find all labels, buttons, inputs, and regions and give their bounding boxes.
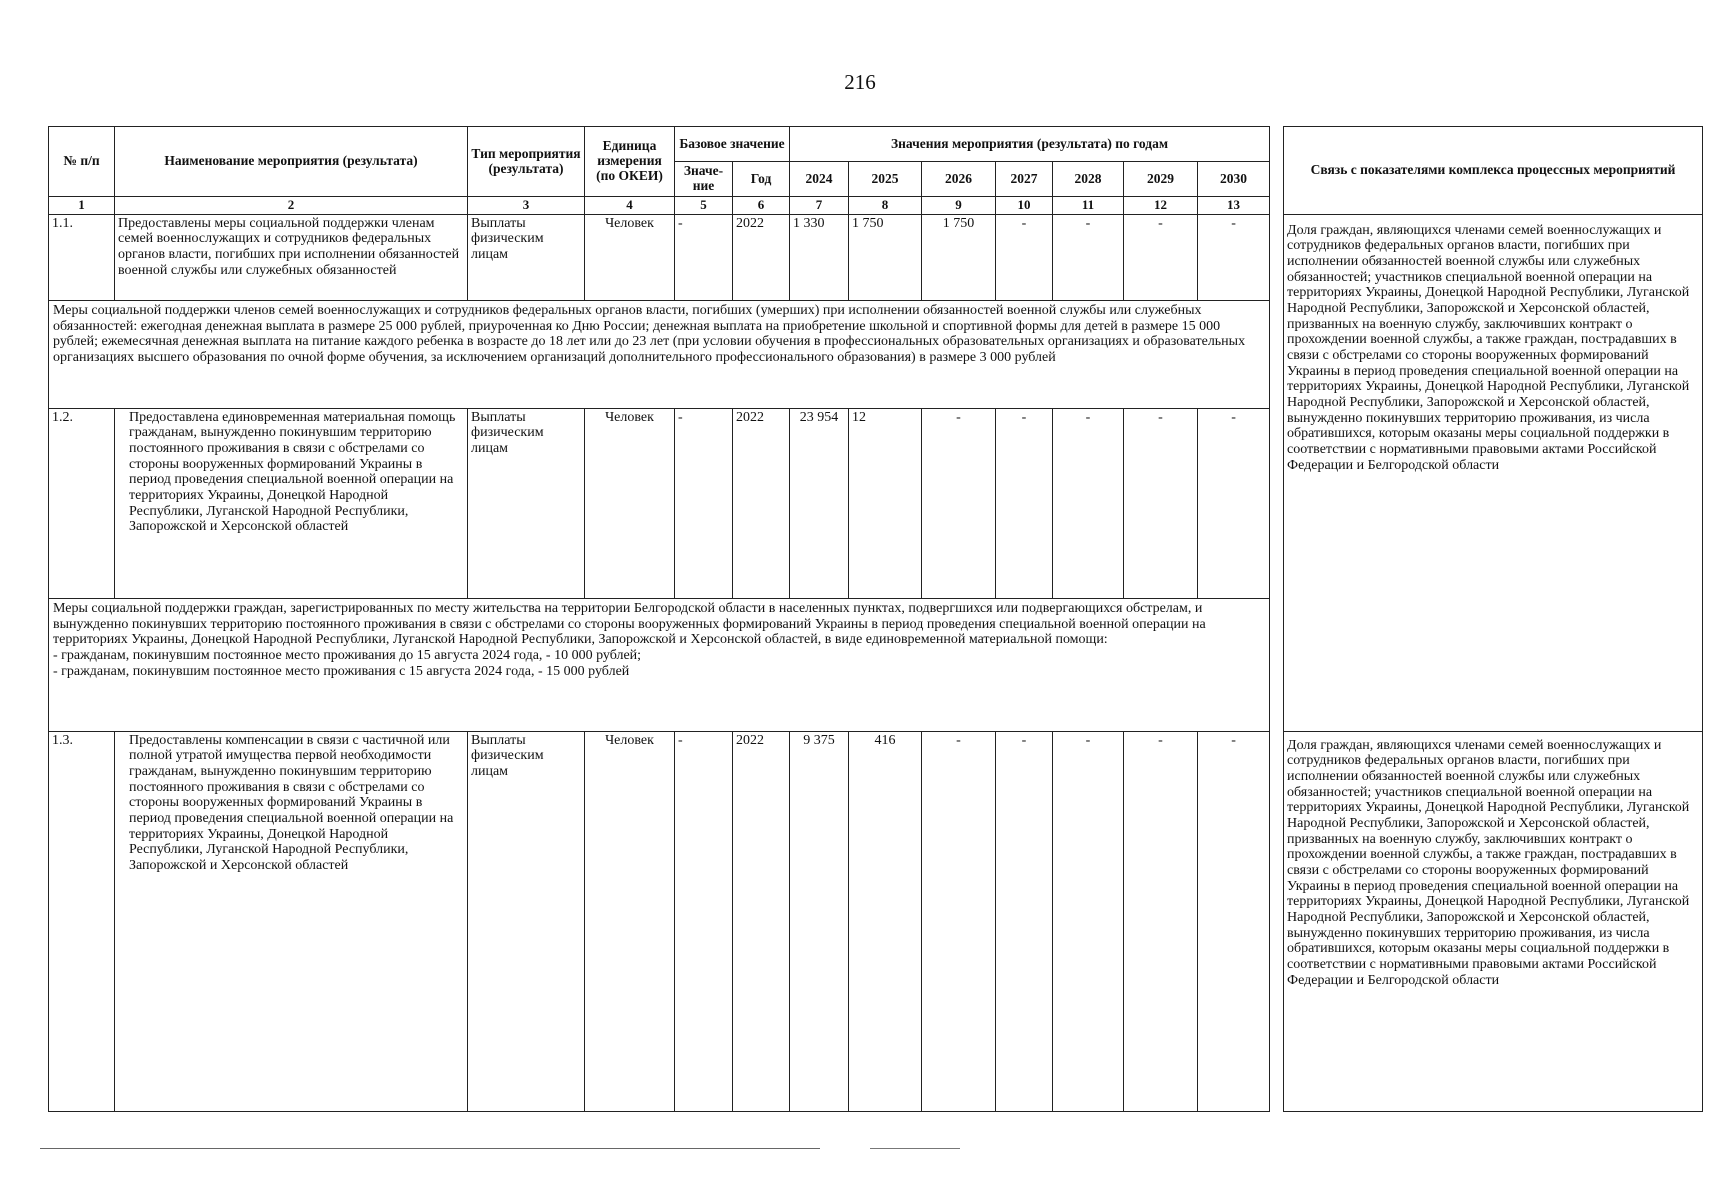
column-number: 2 — [115, 197, 468, 215]
row-value-2030: - — [1198, 408, 1270, 598]
row-name: Предоставлены компенсации в связи с частичной или полной утратой имущества первой необходимости гражданам, вынужденно покинувшим территорию постоянного проживания в связи с обстрелами со стороны вооруженных формирований Украины в период проведения специальной военной операции на территориях Украины, Донецкой Народной Республики, Луганской Народной Республики, Запорожской и Херсонской областей — [115, 731, 468, 1111]
header-year-2030: 2030 — [1198, 162, 1270, 197]
footer-rule — [40, 1148, 820, 1149]
row-value-2029: - — [1124, 731, 1198, 1111]
column-number: 4 — [585, 197, 675, 215]
row-unit: Человек — [585, 731, 675, 1111]
column-number: 6 — [733, 197, 790, 215]
header-year-2027: 2027 — [996, 162, 1053, 197]
row-value-2030: - — [1198, 731, 1270, 1111]
row-link-text: Доля граждан, являющихся членами семей военнослужащих и сотрудников федеральных органов власти, погибших при исполнении обязанностей военной службы или служебных обязанностей; участников специальной военной операции на территориях Украины, Донецкой Народной Республики, Луганской Народной Республики, Запорожской и Херсонской областей, призванных на военную службу, заключивших контракт о прохождении военной службы, а также граждан, пострадавших в связи с обстрелами со стороны вооруженных формирований Украины в период проведения специальной военной операции на территориях Украины, Донецкой Народной Республики, Луганской Народной Республики, Запорожской и Херсонской областей, вынужденно покинувших территорию проживания, из числа обратившихся, которым оказаны меры социальной поддержки в соответствии с нормативными правовыми актами Российской Федерации и Белгородской области — [1284, 731, 1703, 1111]
row-value-2024: 1 330 — [790, 214, 849, 300]
row-base-year: 2022 — [733, 214, 790, 300]
header-type: Тип мероприятия (результата) — [468, 127, 585, 197]
measures-table-sheet — [48, 126, 1690, 1114]
header-link: Связь с показателями комплекса процессных мероприятий — [1284, 127, 1703, 215]
header-unit: Единица измерения (по ОКЕИ) — [585, 127, 675, 197]
row-value-2027: - — [996, 731, 1053, 1111]
row-value-2024: 23 954 — [790, 408, 849, 598]
column-gap — [1270, 214, 1284, 731]
header-num: № п/п — [49, 127, 115, 197]
header-year-2025: 2025 — [849, 162, 922, 197]
row-num: 1.1. — [49, 214, 115, 300]
row-value-2028: - — [1053, 408, 1124, 598]
header-base-year: Год — [733, 162, 790, 197]
row-value-2028: - — [1053, 214, 1124, 300]
header-year-2029: 2029 — [1124, 162, 1198, 197]
column-number: 9 — [922, 197, 996, 215]
table-row — [49, 214, 1703, 300]
row-value-2025: 12 — [849, 408, 922, 598]
support-note-text: Меры социальной поддержки граждан, зарегистрированных по месту жительства на территории Белгородской области в населенных пунктах, подвергшихся или подвергающихся обстрелам, и вынужденно покинувших территорию постоянного проживания в связи с обстрелами со стороны вооруженных формирований Украины в период проведения специальной военной операции на территориях Украины, Донецкой Народной Республики, Луганской Народной Республики, Запорожской и Херсонской областей, в виде единовременной материальной помощи: — [53, 600, 1206, 648]
support-note-item: - гражданам, покинувшим постоянное место проживания с 15 августа 2024 года, - 15 000 рублей — [53, 664, 630, 680]
column-number: 7 — [790, 197, 849, 215]
row-value-2027: - — [996, 214, 1053, 300]
header-name: Наименование мероприятия (результата) — [115, 127, 468, 197]
row-value-2025: 1 750 — [849, 214, 922, 300]
row-value-2024: 9 375 — [790, 731, 849, 1111]
column-number: 10 — [996, 197, 1053, 215]
column-gap — [1270, 127, 1284, 215]
column-number: 12 — [1124, 197, 1198, 215]
column-number: 3 — [468, 197, 585, 215]
row-value-2026: - — [922, 408, 996, 598]
row-value-2027: - — [996, 408, 1053, 598]
row-value-2030: - — [1198, 214, 1270, 300]
row-type: Выплаты физическим лицам — [468, 731, 585, 1111]
column-number: 13 — [1198, 197, 1270, 215]
row-unit: Человек — [585, 408, 675, 598]
column-number: 8 — [849, 197, 922, 215]
header-year-2024: 2024 — [790, 162, 849, 197]
column-number: 5 — [675, 197, 733, 215]
header-year-2026: 2026 — [922, 162, 996, 197]
row-name: Предоставлены меры социальной поддержки членам семей военнослужащих и сотрудников федеральных органов власти, погибших при исполнении обязанностей военной службы или служебных обязанностей — [115, 214, 468, 300]
row-num: 1.3. — [49, 731, 115, 1111]
column-number: 1 — [49, 197, 115, 215]
row-base-value: - — [675, 214, 733, 300]
support-note-item: - гражданам, покинувшим постоянное место проживания до 15 августа 2024 года, - 10 000 рублей; — [53, 648, 642, 664]
row-base-year: 2022 — [733, 731, 790, 1111]
row-unit: Человек — [585, 214, 675, 300]
row-num: 1.2. — [49, 408, 115, 598]
row-value-2026: - — [922, 731, 996, 1111]
row-type: Выплаты физическим лицам — [468, 408, 585, 598]
row-base-value: - — [675, 731, 733, 1111]
column-gap — [1270, 731, 1284, 1111]
header-years-group: Значения мероприятия (результата) по годам — [790, 127, 1270, 162]
row-value-2029: - — [1124, 214, 1198, 300]
footer-rule — [870, 1148, 960, 1149]
support-note — [49, 598, 1270, 731]
row-value-2025: 416 — [849, 731, 922, 1111]
support-note: Меры социальной поддержки членов семей военнослужащих и сотрудников федеральных органов власти, погибших (умерших) при исполнении обязанностей военной службы или служебных обязанностей: ежегодная денежная выплата в размере 25 000 рублей, приуроченная ко Дню России; денежная выплата на приобретение школьной и спортивной формы для детей в размере 15 000 рублей; ежемесячная денежная выплата на питание каждого ребенка в возрасте до 18 лет или до 23 лет (при условии обучения в профессиональных образовательных организациях и образовательных организациях высшего образования по очной форме обучения, за исключением организаций дополнительного профессионального образования) в размере 3 000 рублей — [49, 300, 1270, 408]
row-type: Выплаты физическим лицам — [468, 214, 585, 300]
row-value-2026: 1 750 — [922, 214, 996, 300]
table-row — [49, 731, 1703, 1111]
row-base-value: - — [675, 408, 733, 598]
header-base-value: Значе-ние — [675, 162, 733, 197]
row-name: Предоставлена единовременная материальная помощь гражданам, вынужденно покинувшим территорию постоянного проживания в связи с обстрелами со стороны вооруженных формирований Украины в период проведения специальной военной операции на территориях Украины, Донецкой Народной Республики, Луганской Народной Республики, Запорожской и Херсонской областей — [115, 408, 468, 598]
row-value-2028: - — [1053, 731, 1124, 1111]
measures-table — [48, 126, 1703, 1112]
row-link-text: Доля граждан, являющихся членами семей военнослужащих и сотрудников федеральных органов власти, погибших при исполнении обязанностей военной службы или служебных обязанностей; участников специальной военной операции на территориях Украины, Донецкой Народной Республики, Луганской Народной Республики, Запорожской и Херсонской областей, призванных на военную службу, заключивших контракт о прохождении военной службы, а также граждан, пострадавших в связи с обстрелами со стороны вооруженных формирований Украины в период проведения специальной военной операции на территориях Украины, Донецкой Народной Республики, Луганской Народной Республики, Запорожской и Херсонской областей, вынужденно покинувших территорию проживания, из числа обратившихся, которым оказаны меры социальной поддержки в соответствии с нормативными правовыми актами Российской Федерации и Белгородской области — [1284, 214, 1703, 731]
page-number: 216 — [844, 70, 876, 94]
row-base-year: 2022 — [733, 408, 790, 598]
header-base: Базовое значение — [675, 127, 790, 162]
column-number: 11 — [1053, 197, 1124, 215]
header-year-2028: 2028 — [1053, 162, 1124, 197]
row-value-2029: - — [1124, 408, 1198, 598]
